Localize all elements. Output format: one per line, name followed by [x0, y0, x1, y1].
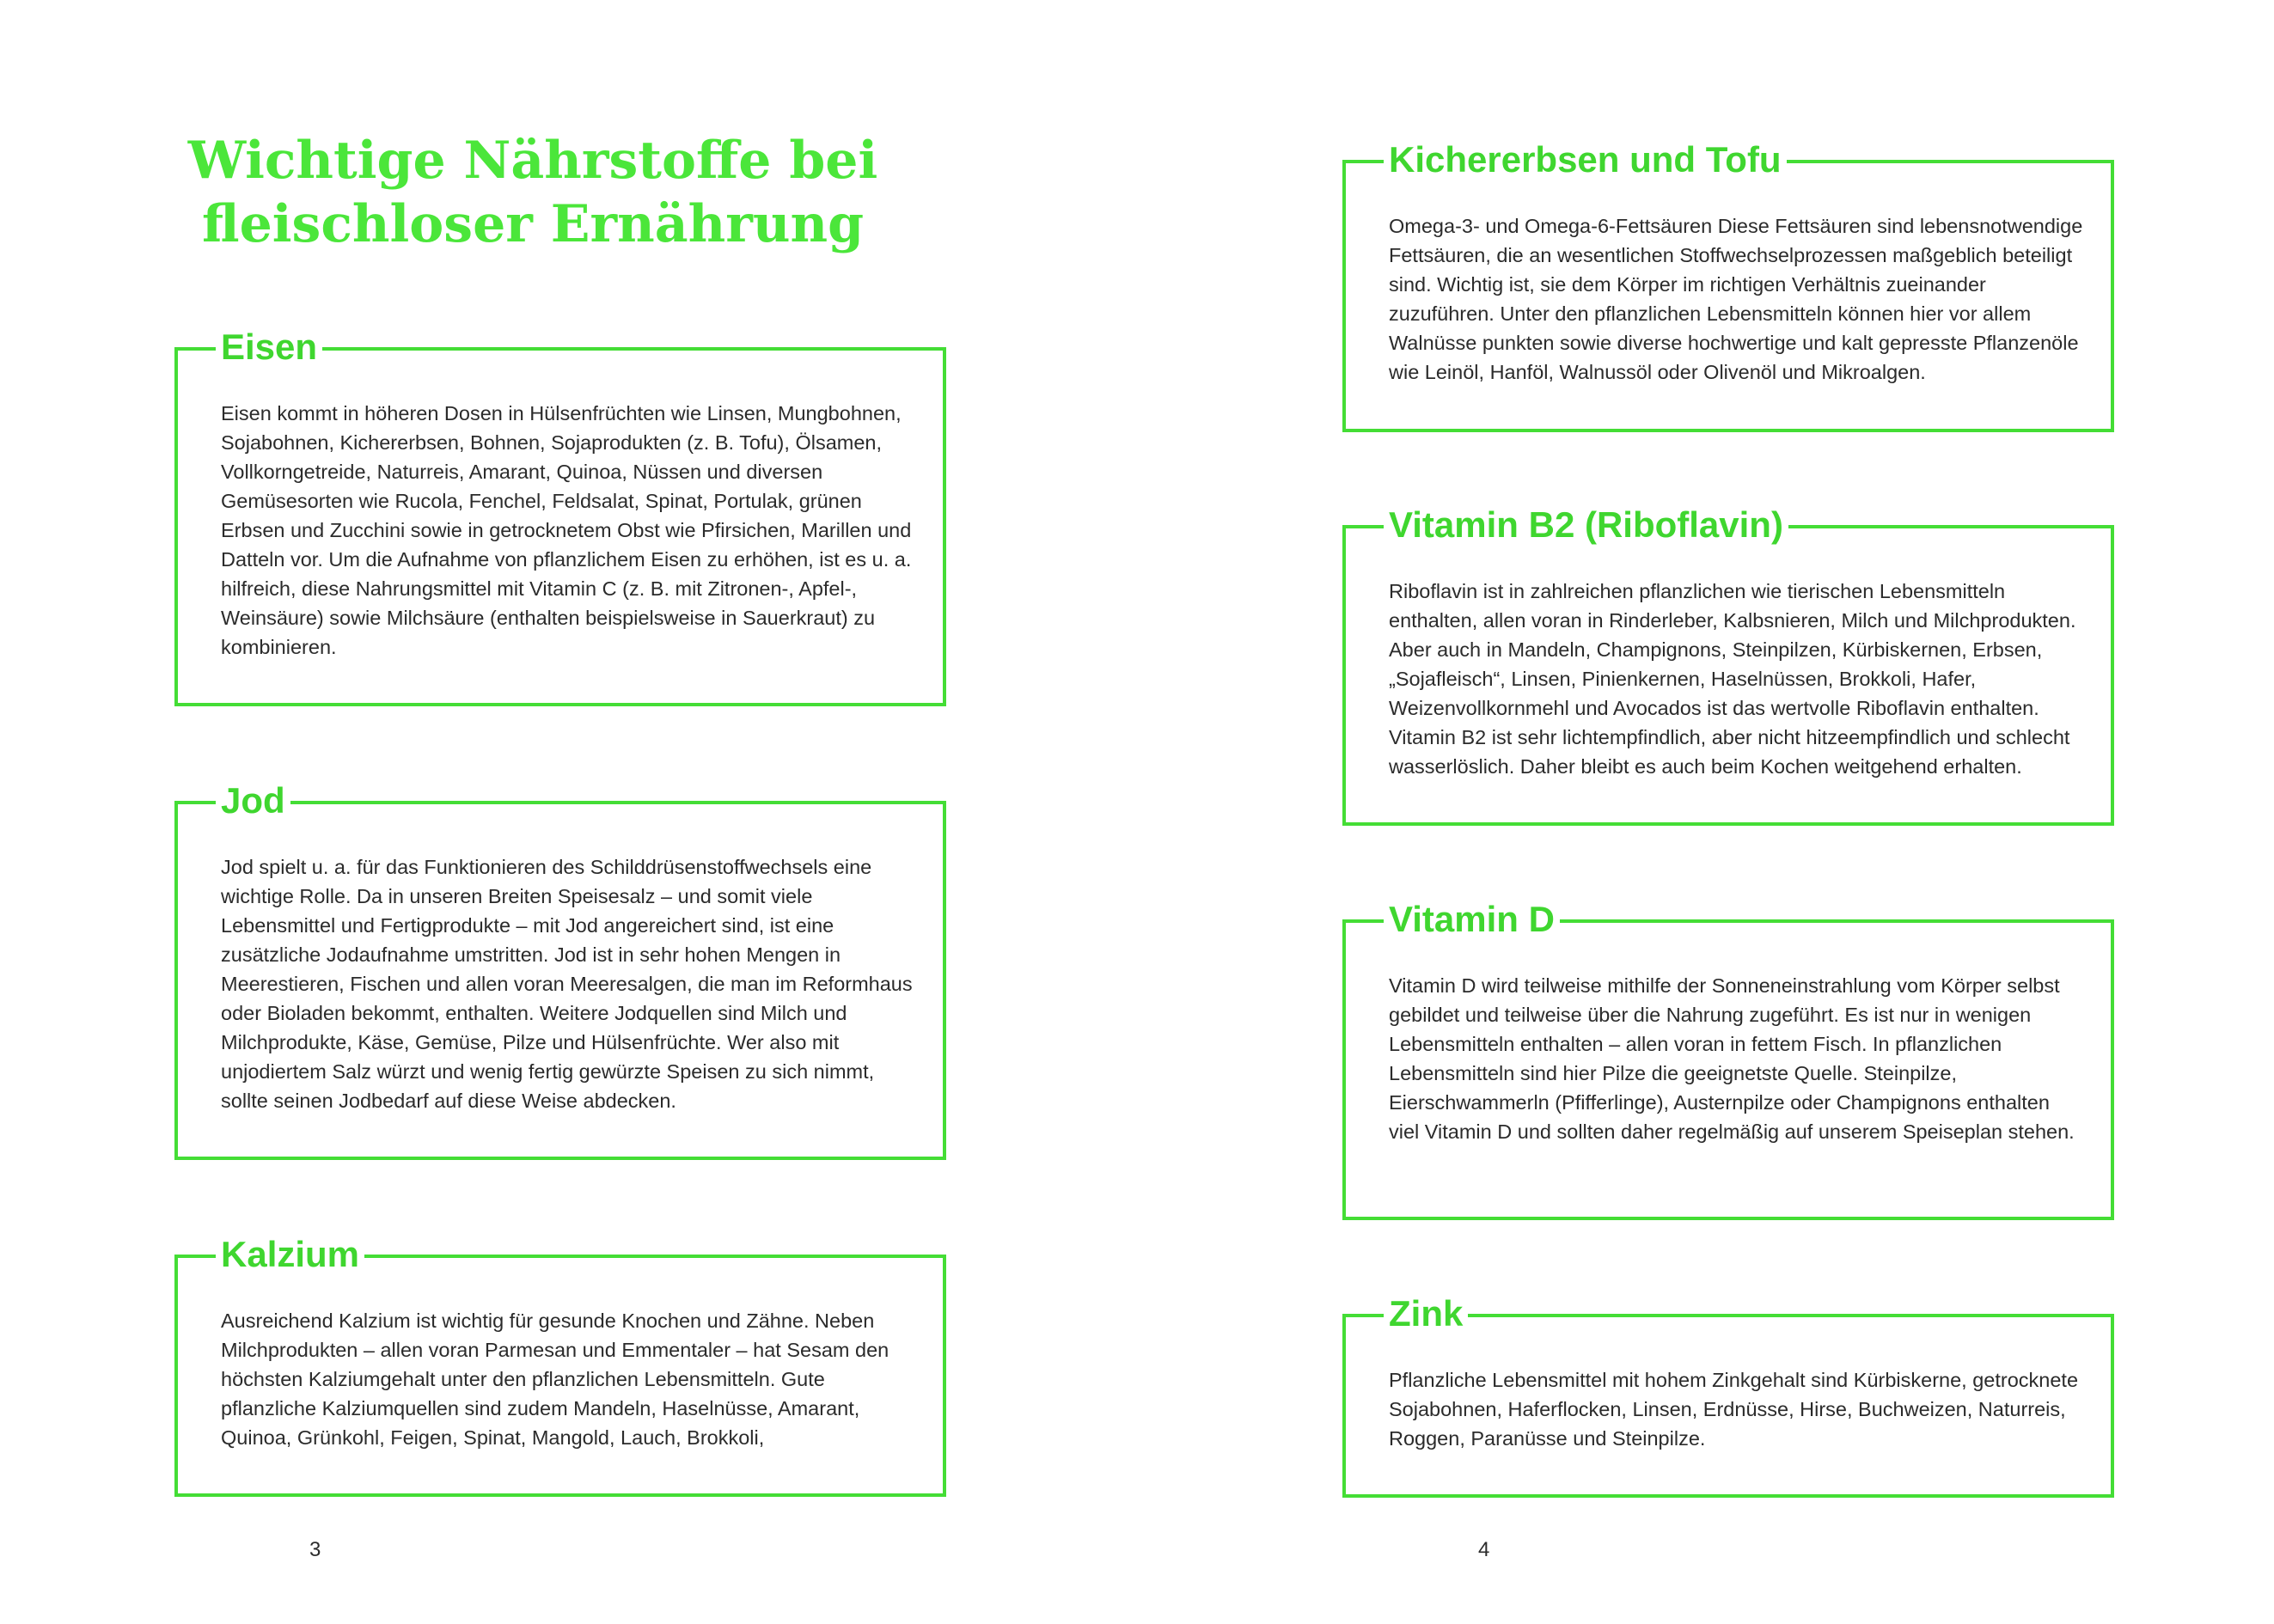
section-heading: Eisen — [216, 325, 322, 369]
section-eisen — [174, 327, 946, 706]
section-zink — [1342, 1293, 2114, 1498]
section-heading: Kichererbsen und Tofu — [1384, 137, 1787, 182]
page-title — [155, 129, 911, 256]
section-text: Ausreichend Kalzium ist wichtig für gesunde Knochen und Zähne. Neben Milchprodukten – allen voran Parmesan und Emmentaler – hat Sesam den höchsten Kalziumgehalt unter den pflanzlichen Lebensmitteln. Gute pflanzliche Kalziumquellen sind zudem Mandeln, Haselnüsse, Amarant, Quinoa, Grünkohl, Feigen, Spinat, Mangold, Lauch, Brokkoli, — [221, 1310, 889, 1449]
section-kalzium — [174, 1234, 946, 1497]
section-text: Riboflavin ist in zahlreichen pflanzlichen wie tierischen Lebensmitteln enthalten, allen voran in Rinderleber, Kalbsnieren, Milch und Milchprodukten. Aber auch in Mandeln, Champignons, Steinpilzen, Kürbiskernen, Erbsen, „Sojafleisch“, Linsen, Pinienkernen, Haselnüssen, Brokkoli, Hafer, Weizenvollkornmehl und Avocados ist das wertvolle Riboflavin enthalten. Vitamin B2 ist sehr lichtempfindlich, aber nicht hitzeempfindlich und schlecht wasserlöslich. Daher bleibt es auch beim Kochen weitgehend erhalten. — [1389, 580, 2076, 778]
section-heading: Vitamin D — [1384, 897, 1560, 942]
section-heading: Zink — [1384, 1291, 1468, 1336]
section-heading: Kalzium — [216, 1232, 364, 1277]
section-text: Eisen kommt in höheren Dosen in Hülsenfrüchten wie Linsen, Mungbohnen, Sojabohnen, Kichererbsen, Bohnen, Sojaprodukten (z. B. Tofu), Ölsamen, Vollkorngetreide, Naturreis, Amarant, Quinoa, Nüssen und diversen Gemüsesorten wie Rucola, Fenchel, Feldsalat, Spinat, Portulak, grünen Erbsen und Zucchini sowie in getrocknetem Obst wie Pfirsichen, Marillen und Datteln vor. Um die Aufnahme von pflanzlichem Eisen zu erhöhen, ist es u. a. hilfreich, diese Nahrungsmittel mit Vitamin C (z. B. mit Zitronen-, Apfel-, Weinsäure) sowie Milchsäure (enthalten beispielsweise in Sauerkraut) zu kombinieren. — [221, 402, 912, 658]
section-text: Jod spielt u. a. für das Funktionieren des Schilddrüsenstoffwechsels eine wichtige Rolle. Da in unseren Breiten Speisesalz – und somit viele Lebensmittel und Fertigprodukte – mit Jod angereichert sind, ist eine zusätzliche Jodaufnahme umstritten. Jod ist in sehr hohen Mengen in Meerestieren, Fischen und allen voran Meeresalgen, die man im Reformhaus oder Bioladen bekommt, enthalten. Weitere Jodquellen sind Milch und Milchprodukte, Käse, Gemüse, Pilze und Hülsenfrüchte. Wer also mit unjodiertem Salz würzt und wenig fertig gewürzte Speisen zu sich nimmt, sollte seinen Jodbedarf auf diese Weise abdecken. — [221, 856, 913, 1112]
section-vitamin-d — [1342, 899, 2114, 1220]
section-text: Pflanzliche Lebensmittel mit hohem Zinkgehalt sind Kürbiskerne, getrocknete Sojabohnen, Haferflocken, Linsen, Erdnüsse, Hirse, Buchweizen, Naturreis, Roggen, Paranüsse und Steinpilze. — [1389, 1369, 2079, 1450]
section-text: Omega-3- und Omega-6-Fettsäuren Diese Fettsäuren sind lebensnotwendige Fettsäuren, die an wesentlichen Stoffwechselprozessen maßgeblich beteiligt sind. Wichtig ist, sie dem Körper im richtigen Verhältnis zueinander zuzuführen. Unter den pflanzlichen Lebensmitteln können hier vor allem Walnüsse punkten sowie diverse hochwertige und kalt gepresste Pflanzenöle wie Leinöl, Hanföl, Walnussöl oder Olivenöl und Mikroalgen. — [1389, 215, 2083, 383]
title-line-2: fleischloser Ernährung — [201, 194, 865, 254]
section-jod — [174, 780, 946, 1160]
page-number-right: 4 — [1478, 1538, 1490, 1561]
section-heading: Vitamin B2 (Riboflavin) — [1384, 503, 1788, 547]
section-vitamin-b2 — [1342, 504, 2114, 826]
section-heading: Jod — [216, 778, 290, 823]
title-line-1: Wichtige Nährstoffe bei — [187, 131, 878, 191]
section-text: Vitamin D wird teilweise mithilfe der Sonneneinstrahlung vom Körper selbst gebildet und teilweise über die Nahrung zugeführt. Es ist nur in wenigen Lebensmitteln enthalten – allen voran in fettem Fisch. In pflanzlichen Lebensmitteln sind hier Pilze die geeignetste Quelle. Steinpilze, Eierschwammerln (Pfifferlinge), Austernpilze oder Champignons enthalten viel Vitamin D und sollten daher regelmäßig auf unserem Speiseplan stehen. — [1389, 974, 2075, 1143]
page-number-left: 3 — [309, 1538, 321, 1561]
section-kichererbsen — [1342, 139, 2114, 432]
